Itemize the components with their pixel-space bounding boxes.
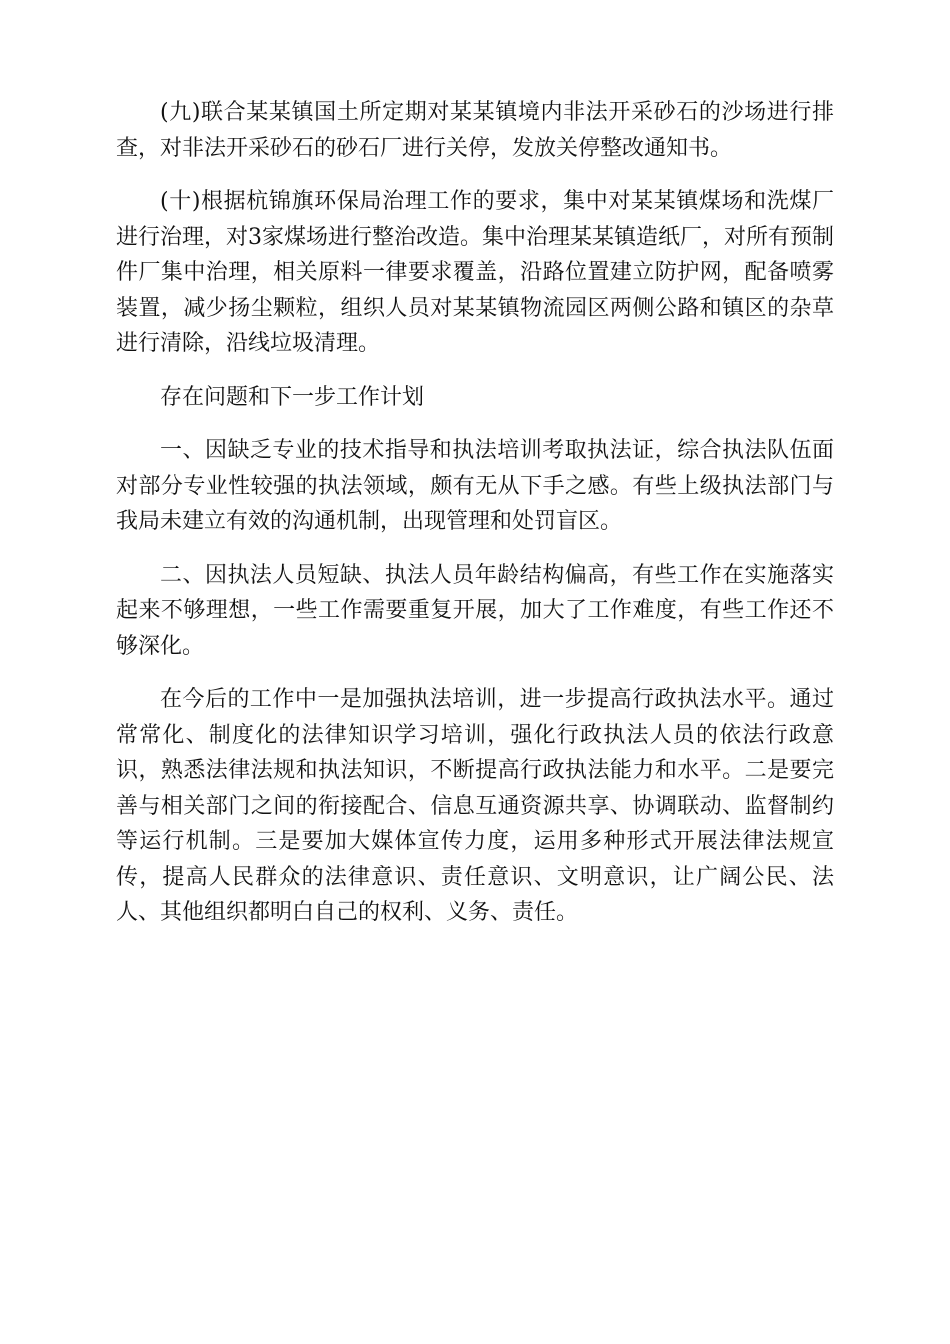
section-heading-problems-plan: 存在问题和下一步工作计划 bbox=[160, 384, 425, 410]
paragraph-item-10-coal-yard: (十)根据杭锦旗环保局治理工作的要求，集中对某某镇煤场和洗煤厂进行治理，对3家煤场进行整治改造。集中治理某某镇造纸厂，对所有预制件厂集中治理，相关原料一律要求覆盖，沿路位置建立防护网，配备喷雾装置，减少扬尘颗粒，组织人员对某某镇物流园区两侧公路和镇区的杂草进行清除，沿线垃圾清理。 bbox=[116, 189, 834, 356]
paragraph-future-plan: 在今后的工作中一是加强执法培训，进一步提高行政执法水平。通过常常化、制度化的法律知识学习培训，强化行政执法人员的依法行政意识，熟悉法律法规和执法知识，不断提高行政执法能力和水平。二是要完善与相关部门之间的衔接配合、信息互通资源共享、协调联动、监督制约等运行机制。三是要加大媒体宣传力度，运用多种形式开展法律法规宣传，提高人民群众的法律意识、责任意识、文明意识，让广阔公民、法人、其他组织都明白自己的权利、义务、责任。 bbox=[116, 687, 834, 925]
paragraph-item-9-sand-quarry: (九)联合某某镇国土所定期对某某镇境内非法开采砂石的沙场进行排查，对非法开采砂石的砂石厂进行关停，发放关停整改通知书。 bbox=[116, 100, 834, 161]
paragraph-problem-2: 二、因执法人员短缺、执法人员年龄结构偏高，有些工作在实施落实起来不够理想，一些工作需要重复开展，加大了工作难度，有些工作还不够深化。 bbox=[116, 562, 834, 659]
paragraph-problem-1: 一、因缺乏专业的技术指导和执法培训考取执法证，综合执法队伍面对部分专业性较强的执法领域，颇有无从下手之感。有些上级执法部门与我局未建立有效的沟通机制，出现管理和处罚盲区。 bbox=[116, 438, 834, 534]
document-body bbox=[116, 95, 834, 949]
